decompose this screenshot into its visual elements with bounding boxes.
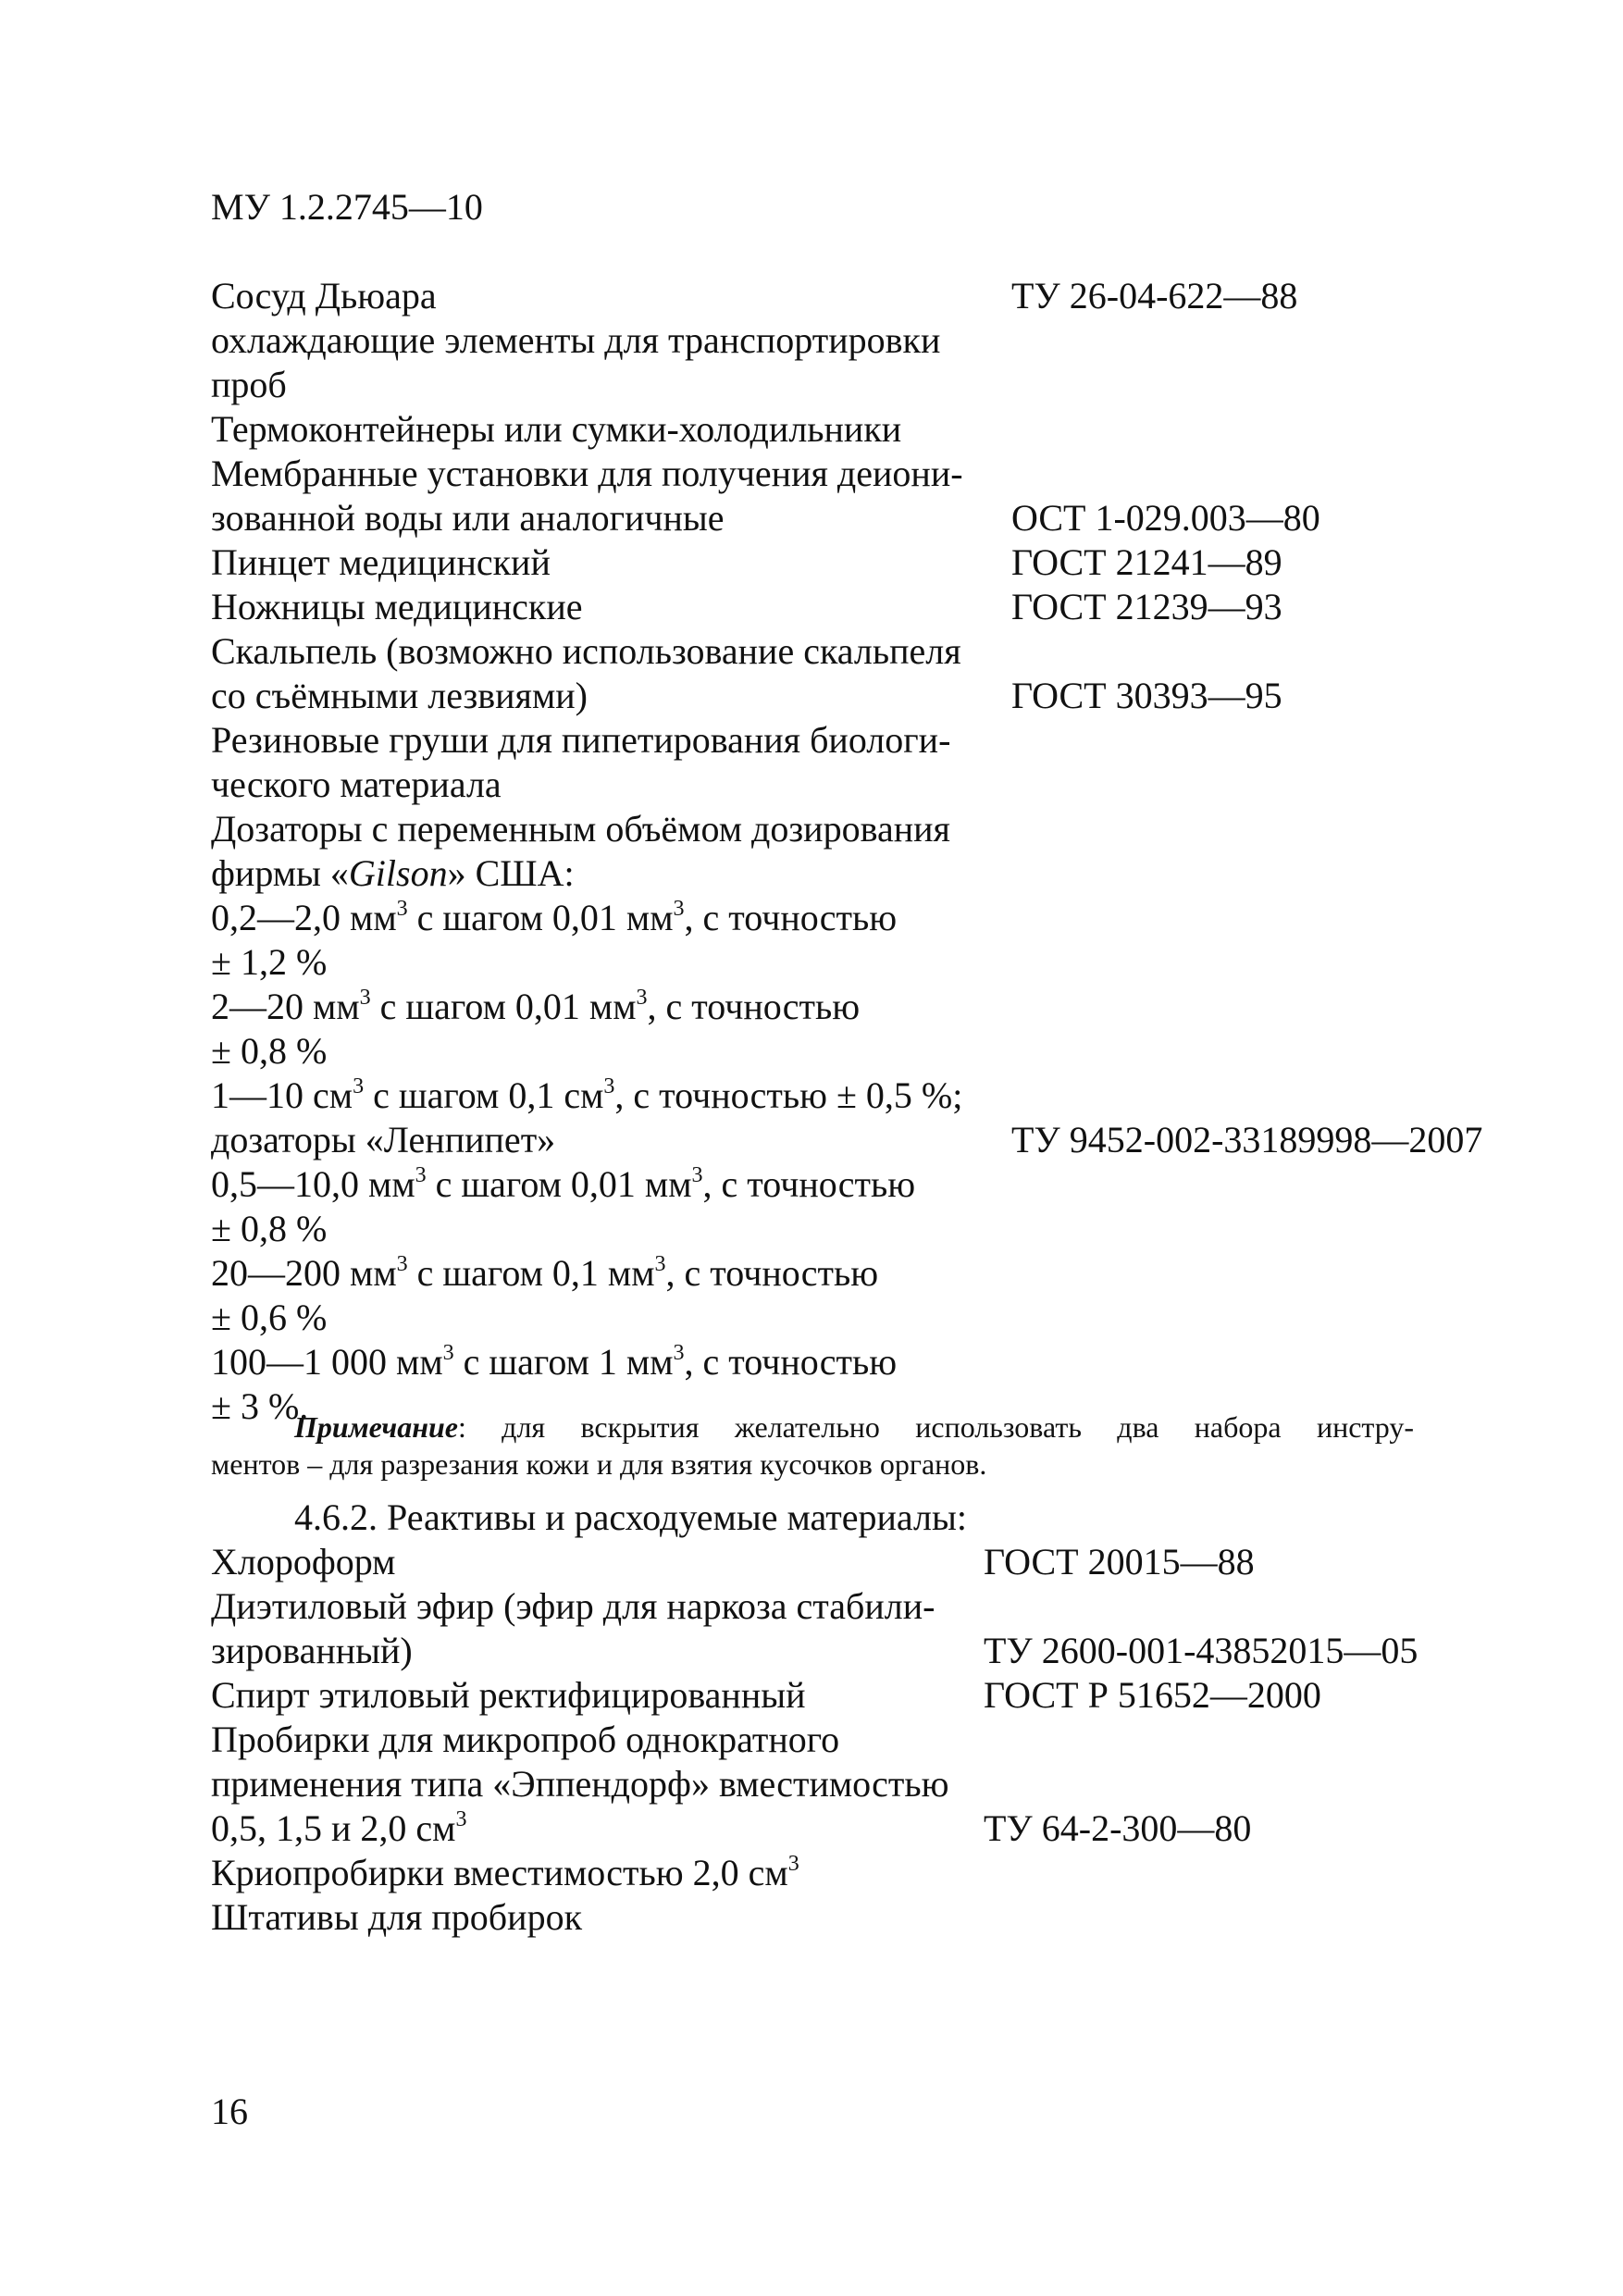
list-item: Диэтиловый эфир (эфир для наркоза стабили-	[211, 1585, 935, 1627]
list-item: Криопробирки вместимостью 2,0 $см^3$	[211, 1852, 799, 1893]
list-item: 0,5—10,0 $мм^3$ с шагом 0,01 $мм^3$, с точностью	[211, 1163, 916, 1205]
standard-ref: ГОСТ Р 51652—2000	[984, 1674, 1321, 1716]
list-item: ческого материала	[211, 763, 502, 805]
document-code-header: МУ 1.2.2745—10	[211, 186, 483, 228]
list-item: Дозаторы с переменным объёмом дозирования	[211, 808, 950, 850]
list-item: зированный) ТУ 2600-001-43852015—05	[211, 1630, 1419, 1671]
list-item: Мембранные установки для получения деиони-	[211, 453, 963, 494]
list-item: Спирт этиловый ректифицированный ГОСТ Р 51652—2000	[211, 1674, 1321, 1716]
list-item: охлаждающие элементы для транспортировки	[211, 319, 941, 361]
list-item: дозаторы «Ленпипет» ТУ 9452-002-33189998—2007	[211, 1119, 1483, 1160]
list-item: ± 0,6 %	[211, 1297, 328, 1338]
standard-ref: ТУ 2600-001-43852015—05	[984, 1630, 1419, 1671]
equipment-list	[211, 274, 1488, 1429]
standard-ref: ГОСТ 30393—95	[1011, 675, 1282, 716]
reagents-list	[211, 1540, 1488, 1940]
list-item: Скальпель (возможно использование скальпеля	[211, 630, 961, 672]
list-item: 1—10 $см^3$ с шагом 0,1 $см^3$, с точностью ± 0,5 %;	[211, 1074, 963, 1116]
standard-ref: ТУ 64-2-300—80	[984, 1807, 1252, 1849]
list-item: 20—200 $мм^3$ с шагом 0,1 $мм^3$, с точностью	[211, 1252, 879, 1294]
list-item: Хлороформ ГОСТ 20015—88	[211, 1541, 1255, 1582]
list-item: Штативы для пробирок	[211, 1896, 582, 1938]
list-item: применения типа «Эппендорф» вместимостью	[211, 1763, 949, 1805]
list-item: со съёмными лезвиями) ГОСТ 30393—95	[211, 675, 1282, 716]
list-item: 2—20 $мм^3$ с шагом 0,01 $мм^3$, с точностью	[211, 986, 861, 1027]
standard-ref: ГОСТ 20015—88	[984, 1541, 1255, 1582]
list-item: Пробирки для микропроб однократного	[211, 1719, 840, 1760]
list-item: фирмы «Gilson» США:	[211, 852, 575, 894]
note-block: Примечание: для вскрытия желательно использовать два набора инстру- ментов – для разрезания кожи и для взятия кусочков органов.	[211, 1410, 1414, 1481]
standard-ref: ГОСТ 21239—93	[1011, 586, 1282, 627]
standard-ref: ОСТ 1-029.003—80	[1011, 497, 1320, 539]
list-item: Пинцет медицинский ГОСТ 21241—89	[211, 541, 1282, 583]
standard-ref: ГОСТ 21241—89	[1011, 541, 1282, 583]
standard-ref: ТУ 26-04-622—88	[1011, 275, 1298, 316]
list-item: Термоконтейнеры или сумки-холодильники	[211, 408, 902, 450]
list-item: Ножницы медицинские ГОСТ 21239—93	[211, 586, 1282, 627]
list-item: Сосуд Дьюара ТУ 26-04-622—88	[211, 275, 1298, 316]
list-item: ± 1,2 %	[211, 941, 328, 983]
list-item: ± 0,8 %	[211, 1030, 328, 1072]
note-label: Примечание	[294, 1410, 458, 1444]
brand-name: Gilson	[348, 852, 448, 894]
list-item: 100—1 000 $мм^3$ с шагом 1 $мм^3$, с точностью	[211, 1341, 898, 1383]
page-number: 16	[211, 2091, 248, 2132]
section-heading: 4.6.2. Реактивы и расходуемые материалы:	[294, 1496, 967, 1538]
list-item: зованной воды или аналогичные ОСТ 1-029.003—80	[211, 497, 1320, 539]
list-item: ± 3 %.	[211, 1385, 309, 1427]
list-item: Резиновые груши для пипетирования биологи-	[211, 719, 951, 761]
list-item: проб	[211, 364, 287, 405]
list-item: 0,5, 1,5 и 2,0 $см^3$ ТУ 64-2-300—80	[211, 1807, 1252, 1849]
standard-ref: ТУ 9452-002-33189998—2007	[1011, 1119, 1483, 1160]
list-item: ± 0,8 %	[211, 1208, 328, 1249]
list-item: 0,2—2,0 $мм^3$ с шагом 0,01 $мм^3$, с точностью	[211, 897, 898, 938]
